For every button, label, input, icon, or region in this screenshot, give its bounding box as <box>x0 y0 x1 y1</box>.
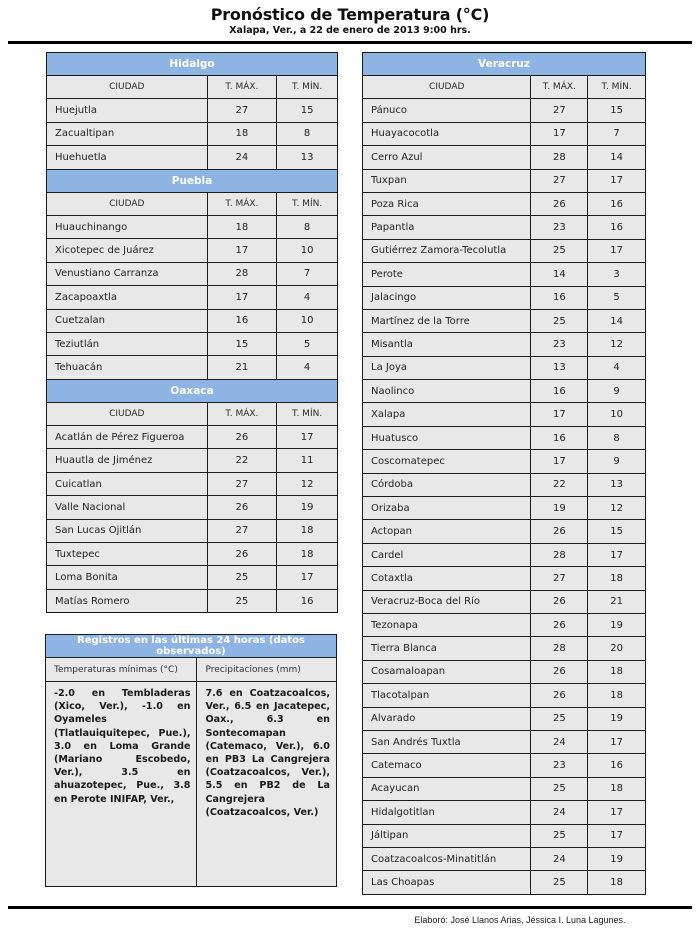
city-name: Tezonapa <box>363 613 531 636</box>
city-name: Tuxtepec <box>47 543 208 566</box>
col-header-tmax: T. MÁX. <box>207 192 277 215</box>
temp-max: 26 <box>531 684 588 707</box>
city-name: San Lucas Ojitlán <box>47 519 208 542</box>
temp-max: 17 <box>207 239 277 262</box>
temp-max: 28 <box>531 543 588 566</box>
city-name: Gutiérrez Zamora-Tecolutla <box>363 239 531 262</box>
city-name: Huehuetla <box>47 146 208 169</box>
city-name: Hidalgotitlan <box>363 801 531 824</box>
city-name: Huayacocotla <box>363 122 531 145</box>
city-name: Cardel <box>363 543 531 566</box>
table-row <box>363 426 646 449</box>
temp-max: 26 <box>531 520 588 543</box>
temp-min: 12 <box>277 472 338 495</box>
temp-min: 17 <box>588 543 646 566</box>
temp-max: 17 <box>531 122 588 145</box>
temp-min: 4 <box>588 356 646 379</box>
temp-max: 17 <box>531 403 588 426</box>
city-name: Huatusco <box>363 426 531 449</box>
city-name: Las Choapas <box>363 871 531 894</box>
column-headers <box>363 76 646 99</box>
city-name: Huauchinango <box>47 215 208 238</box>
temp-max: 23 <box>531 333 588 356</box>
table-row <box>363 754 646 777</box>
city-name: Orizaba <box>363 497 531 520</box>
column-headers <box>47 192 338 215</box>
table-row <box>47 589 338 612</box>
temp-max: 24 <box>531 801 588 824</box>
city-name: Alvarado <box>363 707 531 730</box>
city-name: Teziutlán <box>47 332 208 355</box>
temp-min: 14 <box>588 146 646 169</box>
table-row <box>47 519 338 542</box>
temp-min: 9 <box>588 380 646 403</box>
table-row <box>363 497 646 520</box>
footer-divider <box>8 906 692 909</box>
temp-min: 15 <box>588 99 646 122</box>
temp-max: 27 <box>207 99 277 122</box>
city-name: Catemaco <box>363 754 531 777</box>
city-name: Acayucan <box>363 777 531 800</box>
temp-min: 19 <box>588 707 646 730</box>
city-name: Tierra Blanca <box>363 637 531 660</box>
temp-max: 16 <box>531 286 588 309</box>
temp-min: 16 <box>588 192 646 215</box>
precip-records: 7.6 en Coatzacoalcos, Ver., 6.5 en Jacatepec, Oax., 6.3 en Sontecomapan (Catemaco, Ver.), 6.0 en PB3 La Cangrejera (Coatzacoalcos, Ver.), 5.5 en PB2 de La Cangrejera (Coatzacoalcos, Ver.) <box>197 682 337 887</box>
city-name: Jalacingo <box>363 286 531 309</box>
temp-max: 25 <box>207 566 277 589</box>
temp-max: 14 <box>531 263 588 286</box>
temp-min: 8 <box>588 426 646 449</box>
col-header-tmax: T. MÁX. <box>207 402 277 425</box>
table-row <box>363 660 646 683</box>
city-name: Papantla <box>363 216 531 239</box>
state-header-puebla <box>47 169 338 192</box>
page-title: Pronóstico de Temperatura (°C) <box>210 5 490 24</box>
table-row <box>363 613 646 636</box>
temp-min: 18 <box>277 543 338 566</box>
temp-min: 14 <box>588 309 646 332</box>
temp-min: 13 <box>588 473 646 496</box>
column-headers <box>47 76 338 99</box>
temp-min: 10 <box>277 239 338 262</box>
table-row <box>363 286 646 309</box>
city-name: Córdoba <box>363 473 531 496</box>
table-row <box>363 730 646 753</box>
temp-min: 18 <box>588 567 646 590</box>
state-name: Veracruz <box>363 53 646 76</box>
temp-min: 18 <box>588 684 646 707</box>
temp-max: 18 <box>207 122 277 145</box>
temp-min: 18 <box>588 660 646 683</box>
temp-min: 3 <box>588 263 646 286</box>
min-temp-records: -2.0 en Tembladeras (Xico, Ver.), -1.0 en Oyameles (Tlatlauiquitepec, Pue.), 3.0 en Loma Grande (Mariano Escobedo, Ver.), 3.5 en ahuazotepec, Pue., 3.8 en Perote INIFAP, Ver., <box>46 682 197 887</box>
city-name: Xalapa <box>363 403 531 426</box>
col-header-tmin: T. MÍN. <box>277 76 338 99</box>
temp-min: 18 <box>588 777 646 800</box>
temp-max: 26 <box>531 590 588 613</box>
table-row <box>47 122 338 145</box>
temp-min: 21 <box>588 590 646 613</box>
temp-min: 16 <box>277 589 338 612</box>
city-name: Xicotepec de Juárez <box>47 239 208 262</box>
state-header-oaxaca <box>47 379 338 402</box>
temp-max: 15 <box>207 332 277 355</box>
temp-max: 26 <box>531 613 588 636</box>
observed-records-title: Registros en las últimas 24 horas (datos observados) <box>46 635 337 658</box>
table-row <box>363 543 646 566</box>
temp-min: 19 <box>588 613 646 636</box>
temp-min: 4 <box>277 356 338 379</box>
temp-max: 22 <box>531 473 588 496</box>
temp-max: 28 <box>531 146 588 169</box>
temp-max: 17 <box>207 286 277 309</box>
table-row <box>47 566 338 589</box>
city-name: Huautla de Jiménez <box>47 449 208 472</box>
city-name: Tlacotalpan <box>363 684 531 707</box>
table-row <box>363 871 646 894</box>
city-name: Tuxpan <box>363 169 531 192</box>
temp-min: 8 <box>277 122 338 145</box>
col-header-city: CIUDAD <box>47 76 208 99</box>
city-name: Poza Rica <box>363 192 531 215</box>
table-row <box>47 332 338 355</box>
table-row <box>363 239 646 262</box>
temp-max: 25 <box>207 589 277 612</box>
temp-min: 15 <box>588 520 646 543</box>
temp-max: 27 <box>531 99 588 122</box>
page-subtitle: Xalapa, Ver., a 22 de enero de 2013 9:00 hrs. <box>229 25 471 36</box>
table-row <box>363 356 646 379</box>
city-name: Naolinco <box>363 380 531 403</box>
temp-max: 27 <box>207 519 277 542</box>
state-name: Puebla <box>47 169 338 192</box>
city-name: Acatlán de Pérez Figueroa <box>47 426 208 449</box>
temp-min: 18 <box>588 871 646 894</box>
temp-max: 26 <box>531 660 588 683</box>
temp-min: 17 <box>588 824 646 847</box>
city-name: Zacualtipan <box>47 122 208 145</box>
table-row <box>47 215 338 238</box>
col-header-tmin: T. MÍN. <box>277 402 338 425</box>
table-row <box>363 216 646 239</box>
temp-max: 25 <box>531 309 588 332</box>
temp-min: 17 <box>588 730 646 753</box>
table-row <box>47 472 338 495</box>
city-name: Misantla <box>363 333 531 356</box>
table-row <box>363 590 646 613</box>
table-row <box>47 239 338 262</box>
temp-max: 25 <box>531 777 588 800</box>
table-row <box>47 309 338 332</box>
table-row <box>363 824 646 847</box>
temp-max: 27 <box>207 472 277 495</box>
city-name: Loma Bonita <box>47 566 208 589</box>
city-name: Martínez de la Torre <box>363 309 531 332</box>
temp-max: 27 <box>531 567 588 590</box>
temp-min: 15 <box>277 99 338 122</box>
state-name: Oaxaca <box>47 379 338 402</box>
temp-min: 17 <box>277 566 338 589</box>
city-name: Veracruz-Boca del Río <box>363 590 531 613</box>
col-header-tmin: T. MÍN. <box>588 76 646 99</box>
temp-max: 16 <box>531 380 588 403</box>
temp-min: 17 <box>588 801 646 824</box>
table-row <box>363 801 646 824</box>
col-header-city: CIUDAD <box>47 402 208 425</box>
city-name: Cuicatlan <box>47 472 208 495</box>
temp-max: 27 <box>531 169 588 192</box>
table-row <box>47 426 338 449</box>
temp-min: 4 <box>277 286 338 309</box>
city-name: Cuetzalan <box>47 309 208 332</box>
temp-max: 26 <box>207 496 277 519</box>
temp-min: 13 <box>277 146 338 169</box>
table-row <box>363 707 646 730</box>
temp-min: 9 <box>588 450 646 473</box>
temp-max: 19 <box>531 497 588 520</box>
city-name: Coscomatepec <box>363 450 531 473</box>
temp-min: 10 <box>588 403 646 426</box>
city-name: Cosamaloapan <box>363 660 531 683</box>
temp-max: 16 <box>207 309 277 332</box>
table-row <box>47 543 338 566</box>
header-divider <box>8 41 692 44</box>
city-name: La Joya <box>363 356 531 379</box>
table-row <box>363 146 646 169</box>
temp-max: 25 <box>531 707 588 730</box>
column-headers <box>47 402 338 425</box>
city-name: Valle Nacional <box>47 496 208 519</box>
state-header-veracruz <box>363 53 646 76</box>
table-row <box>363 380 646 403</box>
table-row <box>363 567 646 590</box>
table-row <box>363 450 646 473</box>
temp-max: 24 <box>531 847 588 870</box>
table-row <box>363 473 646 496</box>
temp-max: 24 <box>207 146 277 169</box>
table-row <box>363 99 646 122</box>
temp-min: 5 <box>277 332 338 355</box>
city-name: Matías Romero <box>47 589 208 612</box>
temp-min: 7 <box>588 122 646 145</box>
table-row <box>363 192 646 215</box>
temp-min: 18 <box>277 519 338 542</box>
city-name: Pánuco <box>363 99 531 122</box>
city-name: Tehuacán <box>47 356 208 379</box>
temp-min: 11 <box>277 449 338 472</box>
table-row <box>363 122 646 145</box>
temp-max: 18 <box>207 215 277 238</box>
table-row <box>47 99 338 122</box>
temp-min: 16 <box>588 754 646 777</box>
precip-header: Precipitaciones (mm) <box>197 658 337 682</box>
city-name: Zacapoaxtla <box>47 286 208 309</box>
table-row <box>363 169 646 192</box>
forecast-table-left <box>46 52 338 613</box>
temp-min: 17 <box>277 426 338 449</box>
table-row <box>47 146 338 169</box>
col-header-city: CIUDAD <box>47 192 208 215</box>
temp-max: 25 <box>531 239 588 262</box>
table-row <box>363 333 646 356</box>
state-header-hidalgo <box>47 53 338 76</box>
table-row <box>363 263 646 286</box>
city-name: Cerro Azul <box>363 146 531 169</box>
temp-max: 17 <box>531 450 588 473</box>
city-name: Venustiano Carranza <box>47 262 208 285</box>
col-header-tmax: T. MÁX. <box>207 76 277 99</box>
temp-min: 19 <box>588 847 646 870</box>
col-header-tmax: T. MÁX. <box>531 76 588 99</box>
temp-min: 16 <box>588 216 646 239</box>
col-header-city: CIUDAD <box>363 76 531 99</box>
temp-max: 28 <box>207 262 277 285</box>
temp-min: 5 <box>588 286 646 309</box>
credits: Elaboró: José Llanos Arias, Jéssica I. Luna Lagunes. <box>414 915 626 925</box>
table-row <box>363 777 646 800</box>
table-row <box>363 309 646 332</box>
table-row <box>47 356 338 379</box>
table-row <box>363 520 646 543</box>
temp-max: 26 <box>531 192 588 215</box>
temp-max: 24 <box>531 730 588 753</box>
min-temp-header: Temperaturas mínimas (°C) <box>46 658 197 682</box>
temp-max: 25 <box>531 824 588 847</box>
table-row <box>363 847 646 870</box>
col-header-tmin: T. MÍN. <box>277 192 338 215</box>
observed-records-table <box>45 634 337 887</box>
temp-max: 28 <box>531 637 588 660</box>
table-row <box>363 684 646 707</box>
temp-max: 23 <box>531 216 588 239</box>
city-name: Huejutla <box>47 99 208 122</box>
temp-max: 22 <box>207 449 277 472</box>
table-row <box>47 286 338 309</box>
temp-max: 13 <box>531 356 588 379</box>
temp-max: 21 <box>207 356 277 379</box>
table-row <box>363 637 646 660</box>
table-row <box>363 403 646 426</box>
temp-min: 10 <box>277 309 338 332</box>
temp-min: 12 <box>588 497 646 520</box>
temp-min: 7 <box>277 262 338 285</box>
temp-max: 26 <box>207 426 277 449</box>
table-row <box>47 449 338 472</box>
temp-min: 12 <box>588 333 646 356</box>
table-row <box>47 262 338 285</box>
city-name: Jáltipan <box>363 824 531 847</box>
temp-min: 17 <box>588 239 646 262</box>
temp-min: 19 <box>277 496 338 519</box>
table-row <box>47 496 338 519</box>
city-name: Coatzacoalcos-Minatitlán <box>363 847 531 870</box>
temp-min: 8 <box>277 215 338 238</box>
temp-min: 20 <box>588 637 646 660</box>
temp-max: 23 <box>531 754 588 777</box>
temp-min: 17 <box>588 169 646 192</box>
temp-max: 25 <box>531 871 588 894</box>
city-name: Actopan <box>363 520 531 543</box>
state-name: Hidalgo <box>47 53 338 76</box>
temp-max: 16 <box>531 426 588 449</box>
temp-max: 26 <box>207 543 277 566</box>
city-name: Perote <box>363 263 531 286</box>
city-name: San Andrés Tuxtla <box>363 730 531 753</box>
city-name: Cotaxtla <box>363 567 531 590</box>
forecast-table-veracruz <box>362 52 646 895</box>
